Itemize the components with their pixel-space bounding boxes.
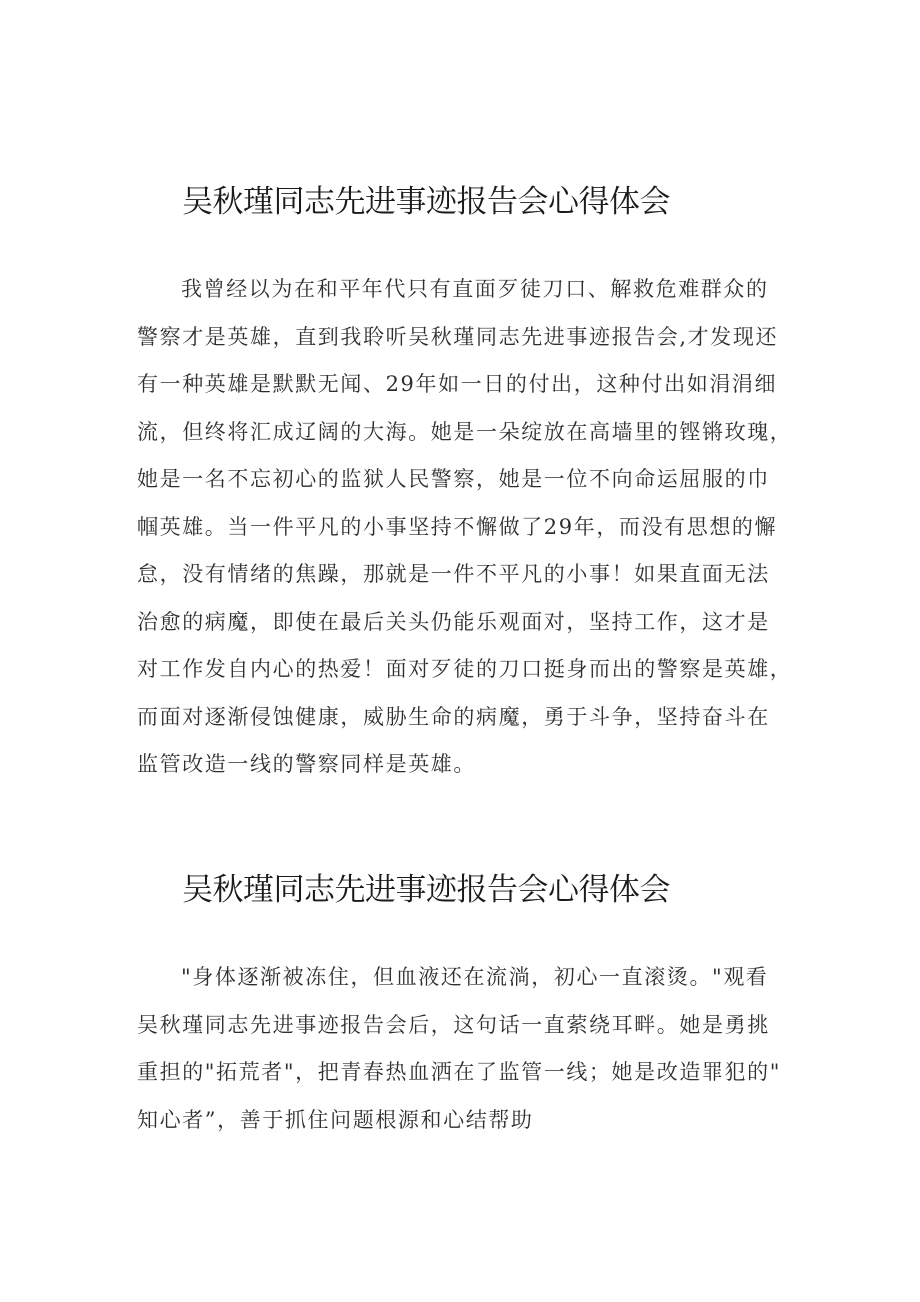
- body-line: 帼英雄。当一件平凡的小事坚持不懈做了29年，而没有思想的懈: [137, 514, 778, 539]
- section-1-title: 吴秋瑾同志先进事迹报告会心得体会: [182, 184, 670, 220]
- body-line: 有一种英雄是默默无闻、29年如一日的付出，这种付出如涓涓细: [137, 372, 778, 396]
- body-line: 我曾经以为在和平年代只有直面歹徒刀口、解救危难群众的: [181, 277, 769, 301]
- body-line: 流，但终将汇成辽阔的大海。她是一朵绽放在高墙里的铿锵玫瑰，: [137, 419, 793, 444]
- body-line: 警察才是英雄，直到我聆听吴秋瑾同志先进事迹报告会,才发现还: [137, 324, 779, 349]
- section-2-title: 吴秋瑾同志先进事迹报告会心得体会: [182, 872, 670, 908]
- body-line: 她是一名不忘初心的监狱人民警察，她是一位不向命运屈服的巾: [137, 467, 770, 491]
- body-line: "身体逐渐被冻住，但血液还在流淌，初心一直滚烫。"观看: [181, 965, 769, 989]
- body-line: 怠，没有情绪的焦躁，那就是一件不平凡的小事！如果直面无法: [137, 562, 770, 586]
- body-line: 监管改造一线的警察同样是英雄。: [137, 752, 476, 776]
- body-line: 治愈的病魔，即使在最后关头仍能乐观面对，坚持工作，这才是: [137, 609, 770, 634]
- body-line: 知心者”，善于抓住问题根源和心结帮助: [137, 1107, 534, 1132]
- body-line: 重担的"拓荒者"，把青春热血洒在了监管一线；她是改造罪犯的": [137, 1060, 781, 1084]
- body-line: 而面对逐渐侵蚀健康，威胁生命的病魔，勇于斗争，坚持奋斗在: [137, 704, 770, 729]
- body-line: 对工作发自内心的热爱！面对歹徒的刀口挺身而出的警察是英雄，: [137, 657, 793, 681]
- section-1-body: [137, 266, 793, 789]
- body-line: 吴秋瑾同志先进事迹报告会后，这句话一直萦绕耳畔。她是勇挑: [137, 1012, 770, 1037]
- section-2-body: [137, 954, 793, 1144]
